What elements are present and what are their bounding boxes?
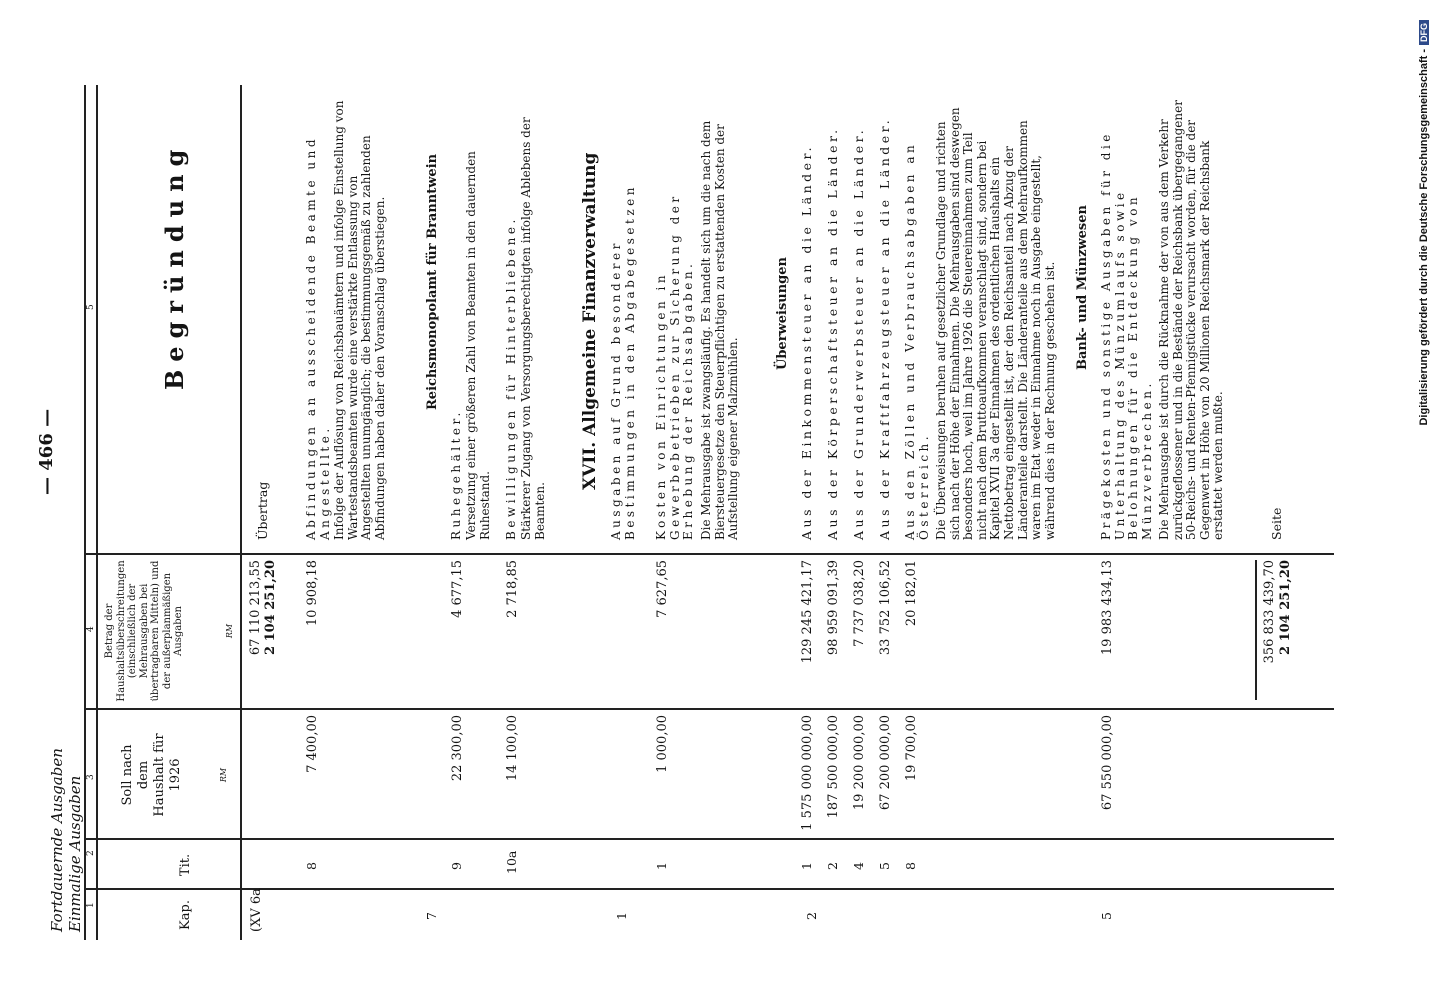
row2-tit: 9: [449, 862, 464, 870]
row7-title: Aus der Grunderwerbsteuer an die Länder.: [851, 126, 866, 540]
row9-tit: 8: [903, 862, 918, 870]
row6-soll: 187 500 000,00: [826, 715, 841, 819]
row4-betrag: 7 627,65: [655, 560, 670, 618]
total-label: Seite: [1269, 507, 1284, 540]
col-num-5: 5: [86, 304, 96, 310]
row8-betrag: 33 752 106,52: [878, 560, 893, 656]
page-number: — 466 —: [36, 408, 57, 495]
row2-betrag: 4 677,15: [450, 560, 465, 618]
dfg-note-text: Digitalisierung gefördert durch die Deutsche Forschungsgemeinschaft -: [1418, 49, 1430, 426]
row9-soll: 19 700,00: [904, 715, 919, 782]
row8-tit: 5: [877, 862, 892, 870]
row4-kap: 1: [614, 912, 629, 920]
row4-pretitle: Ausgaben auf Grund besonderer Bestimmungen in den Abgabegesetzen: [609, 184, 637, 540]
row2-title: Ruhegehälter.: [449, 409, 463, 540]
col-header-tit: Tit.: [178, 853, 193, 877]
row9-title: Aus den Zöllen und Verbrauchsabgaben an Österreich.: [903, 141, 931, 540]
row1-betrag: 10 908,18: [305, 560, 320, 627]
row1-text: Infolge der Auflösung von Reichsbauämtern und infolge Einstellung von Wartestandsbeamten wurde eine verstärkte Entlassung von Angestellten unumgänglich; die bestimmungsgemäß zu zahlenden Abfindungen haben daher den Voranschlag überstiegen.: [332, 100, 387, 540]
row9-text: Die Überweisungen beruhen auf gesetzlicher Grundlage und richten sich nach der Höhe der Einnahmen. Die Mehrausgaben sind deswegen besonders hoch, weil im Jahre 1926 die Steuereinnahmen zum Teil nicht nach dem Bruttoaufkommen veranschlagt sind, sondern bei Kapitel XVII 3a der Einnahmen des ordentlichen Haushalts ein Nettobetrag eingestellt ist, der den Reichsanteil nach Abzug der Länderanteile darstellt. Die Länderanteile aus dem Mehraufkommen waren im Etat weder in Einnahme noch in Ausgabe eingestellt, während dies in der Rechnung geschehen ist.: [934, 107, 1057, 540]
col-header-betrag-unit: RM: [225, 623, 234, 639]
row7-betrag: 7 737 038,20: [852, 560, 867, 647]
row5-title: Aus der Einkommensteuer an die Länder.: [799, 143, 814, 540]
row10-heading: Bank- und Münzwesen: [1075, 205, 1090, 370]
row3-betrag: 2 718,85: [505, 560, 520, 618]
row6-tit: 2: [825, 862, 840, 870]
row7-tit: 4: [851, 862, 866, 870]
total-val2: 2 104 251,20: [1278, 560, 1293, 655]
row5-kap: 2: [804, 912, 819, 920]
row7-soll: 19 200 000,00: [852, 715, 867, 811]
row1-title: Abfindungen an ausscheidende Beamte und Angestellte.: [304, 135, 332, 540]
row4-tit: 1: [654, 862, 669, 870]
row1-soll: 7 400,00: [305, 715, 320, 773]
row5-betrag: 129 245 421,17: [800, 560, 815, 664]
row3-text: Stärkerer Zugang von Versorgungsberechtigten infolge Ablebens der Beamten.: [519, 117, 547, 540]
col-num-4: 4: [86, 626, 96, 632]
header-einmalige: Einmalige Ausgaben: [66, 775, 84, 932]
row8-title: Aus der Kraftfahrzeugsteuer an die Länder.: [877, 116, 892, 540]
row4-soll: 1 000,00: [655, 715, 670, 773]
header-fortdauernde: Fortdauernde Ausgaben: [48, 748, 66, 932]
rotated-page: [0, 90, 1350, 950]
carry-val2: 2 104 251,20: [263, 560, 278, 655]
row10-soll: 67 550 000,00: [1100, 715, 1115, 811]
row2-kap: 7: [424, 912, 439, 920]
dfg-note: [1418, 20, 1432, 980]
carry-val1: 67 110 213,55: [248, 560, 263, 656]
row5-heading: Überweisungen: [775, 257, 790, 370]
col-num-2: 2: [86, 850, 96, 856]
carry-label: Übertrag: [255, 481, 270, 540]
row1-tit: 8: [304, 862, 319, 870]
total-val1: 356 833 439,70: [1262, 560, 1277, 664]
col-header-soll: Soll nach dem Haushalt für 1926: [120, 733, 183, 817]
row9-betrag: 20 182,01: [904, 560, 919, 627]
dfg-logo: DFG: [1419, 20, 1429, 45]
row10-title: Prägekosten und sonstige Ausgaben für die Unterhaltung des Münzumlaufs sowie Belohnungen für die Entdeckung von Münzverbrechen.: [1099, 131, 1154, 540]
row8-soll: 67 200 000,00: [878, 715, 893, 811]
row6-betrag: 98 959 091,39: [826, 560, 841, 656]
col-header-betrag: Betrag der Haushaltsüberschreitungen (einschließlich der Mehrausgaben bei übertragbaren Mitteln) und der außerplanmäßigen Ausgaben: [104, 560, 184, 702]
row2-text: Versetzung einer größeren Zahl von Beamten in den dauernden Ruhestand.: [464, 151, 492, 540]
col-header-begruendung: Begründung: [160, 141, 189, 390]
row4-title: Kosten von Einrichtungen in Gewerbebetrieben zur Sicherung der Erhebung der Reichsabgaben.: [654, 193, 696, 540]
row3-title: Bewilligungen für Hinterbliebene.: [504, 216, 518, 540]
col-num-3: 3: [86, 774, 96, 780]
row4-heading: XVII. Allgemeine Finanzverwaltung: [580, 152, 600, 490]
row3-soll: 14 100,00: [505, 715, 520, 782]
row10-text: Die Mehrausgabe ist durch die Rücknahme der von aus dem Verkehr zurückgeflossener und in die Bestände der Reichsbank übergegangener 50-Reichs- und Renten-Pfennigstücke verursacht worden, für die der Gegenwert in Höhe von 20 Millionen Reichsmark der Reichsbank erstattet werden mußte.: [1157, 100, 1226, 540]
col-header-soll-unit: RM: [219, 767, 228, 783]
col-header-kap: Kap.: [178, 900, 193, 930]
row5-tit: 1: [799, 862, 814, 870]
row10-kap: 5: [1099, 912, 1114, 920]
row6-title: Aus der Körperschaftsteuer an die Länder.: [825, 126, 840, 540]
row4-text: Die Mehrausgabe ist zwangsläufig. Es handelt sich um die nach dem Biersteuergesetze den Steuerpflichtigen zu erstattenden Kosten der Aufstellung eigener Malzmühlen.: [699, 120, 741, 540]
row2-heading: Reichsmonopolamt für Branntwein: [425, 153, 440, 410]
row10-betrag: 19 983 434,13: [1100, 560, 1115, 656]
row5-soll: 1 575 000 000,00: [800, 715, 815, 831]
row3-tit: 10a: [504, 850, 519, 874]
carry-kap: (XV 6a: [249, 888, 264, 932]
col-num-1: 1: [86, 902, 96, 908]
row2-soll: 22 300,00: [450, 715, 465, 782]
